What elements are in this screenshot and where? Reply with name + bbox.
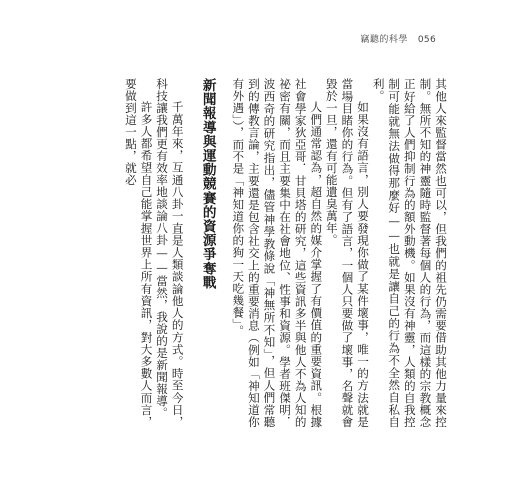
book-title: 竊聽的科學: [360, 35, 408, 45]
paragraph: 如果沒有語言，別人要發現你做了某件壞事，唯一的方法就是當場目睹你的行為。但有了語言，一個人只要做了壞事，名聲就會毀於一旦，還有可能遺臭萬年。: [324, 78, 371, 428]
vertical-text-block: [48, 78, 448, 428]
paragraph: 許多人都希望自己能掌握世界上所有資訊，對大多數人而言，要做到這一點，就必: [123, 78, 154, 428]
page-number: 056: [417, 35, 436, 45]
section-heading: 新聞報導與運動競賽的資源爭奪戰: [199, 78, 216, 290]
paragraph: 人們通常認為，超自然的媒介掌握了有價值的重要資訊。根據社會學家狄亞哥．甘貝塔的研究，這些資訊多半與他人不為人知的祕密有關，而且主要集中在社會地位、性事和資源。學者班傑明．波西奇的研究指出，儘管神學教條說「神無所不知」，但人們常聽到的傳教言論，主要還是包含社交上的重要消息（例如「神知道你有外遇」），而不是「神知道你的狗一天吃幾餐」。: [231, 78, 324, 428]
running-head: [360, 32, 436, 45]
paragraph: 千萬年來，互通八卦一直是人類談論他人的方式。時至今日，科技讓我們更有效率地談論八卦——當然，我說的是新聞報導。: [155, 78, 185, 428]
paragraph: 其他人來監督當然也可以，但我們的祖先仍需要借助其他力量來控制。無所不知的神靈隨時監督著每個人的行為，而這樣的宗教概念正好給了人們抑制行為的額外動機。如果沒有神靈，人類的自我控制可能就無法做得那麼好——也就是讓自己的行為不全然自私自利。: [371, 78, 448, 428]
